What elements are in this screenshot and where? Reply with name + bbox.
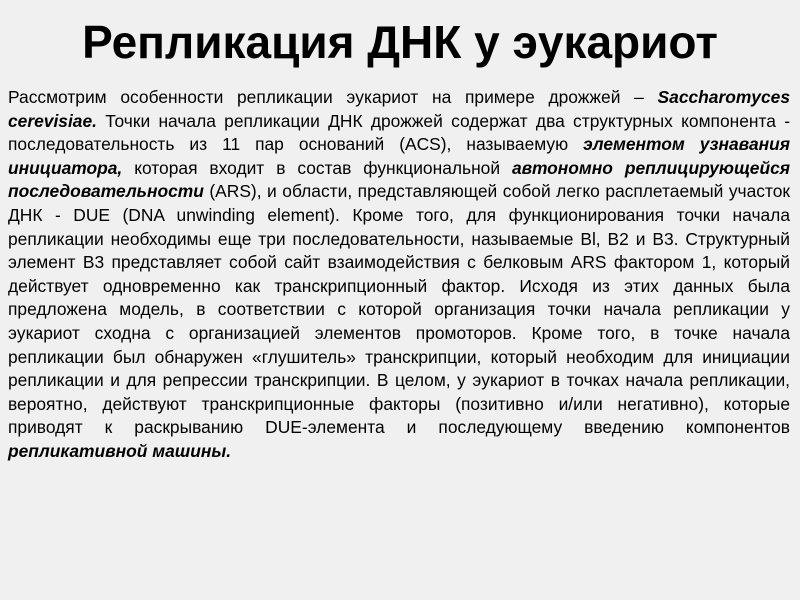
paragraph-text-segment: Точки начала репликации ДНК дрожжей содержат два структурных компонента - последовательность из 11 пар оснований (ACS), называемую [8,110,791,155]
replicative-machine-emphasis: репликативной машины. [8,440,232,461]
paragraph-text-segment: Рассмотрим особенности репликации эукариот на примере дрожжей – [8,87,658,107]
paragraph-text-segment: которая входит в состав функциональной [122,157,512,178]
body-paragraph [8,86,790,464]
species-name-emphasis: Saccharomyces cerevisiae. [8,87,790,131]
paragraph-text-segment: (ARS), и области, представляющей собой легко расплетаемый участок ДНК - DUE (DNA unwinding element). Кроме того, для функционирования точки начала репликации необходимы еще три последовательности, называемые Bl, B2 и B3. Структурный элемент B3 представляет собой сайт взаимодействия с белковым ARS фактором 1, который действует одновременно как транскрипционный фактор. Исходя из этих данных была предложена модель, в соответствии с которой организация точки начала репликации у эукариот сходна с организацией элементов промоторов. Кроме того, в точке начала репликации был обнаружен «глушитель» транскрипции, который необходим для инициации репликации и для репрессии транскрипции. В целом, у эукариот в точках начала репликации, вероятно, действуют транскрипционные факторы (позитивно и/или негативно), которые приводят к раскрыванию DUE-элемента и последующему введению компонентов [8,181,790,438]
slide-title: Репликация ДНК у эукариот [82,16,718,68]
initiator-recognition-element-emphasis: элементом узнавания инициатора, [8,134,790,178]
ars-term-emphasis: автономно реплицирующейся последовательности [8,157,790,202]
